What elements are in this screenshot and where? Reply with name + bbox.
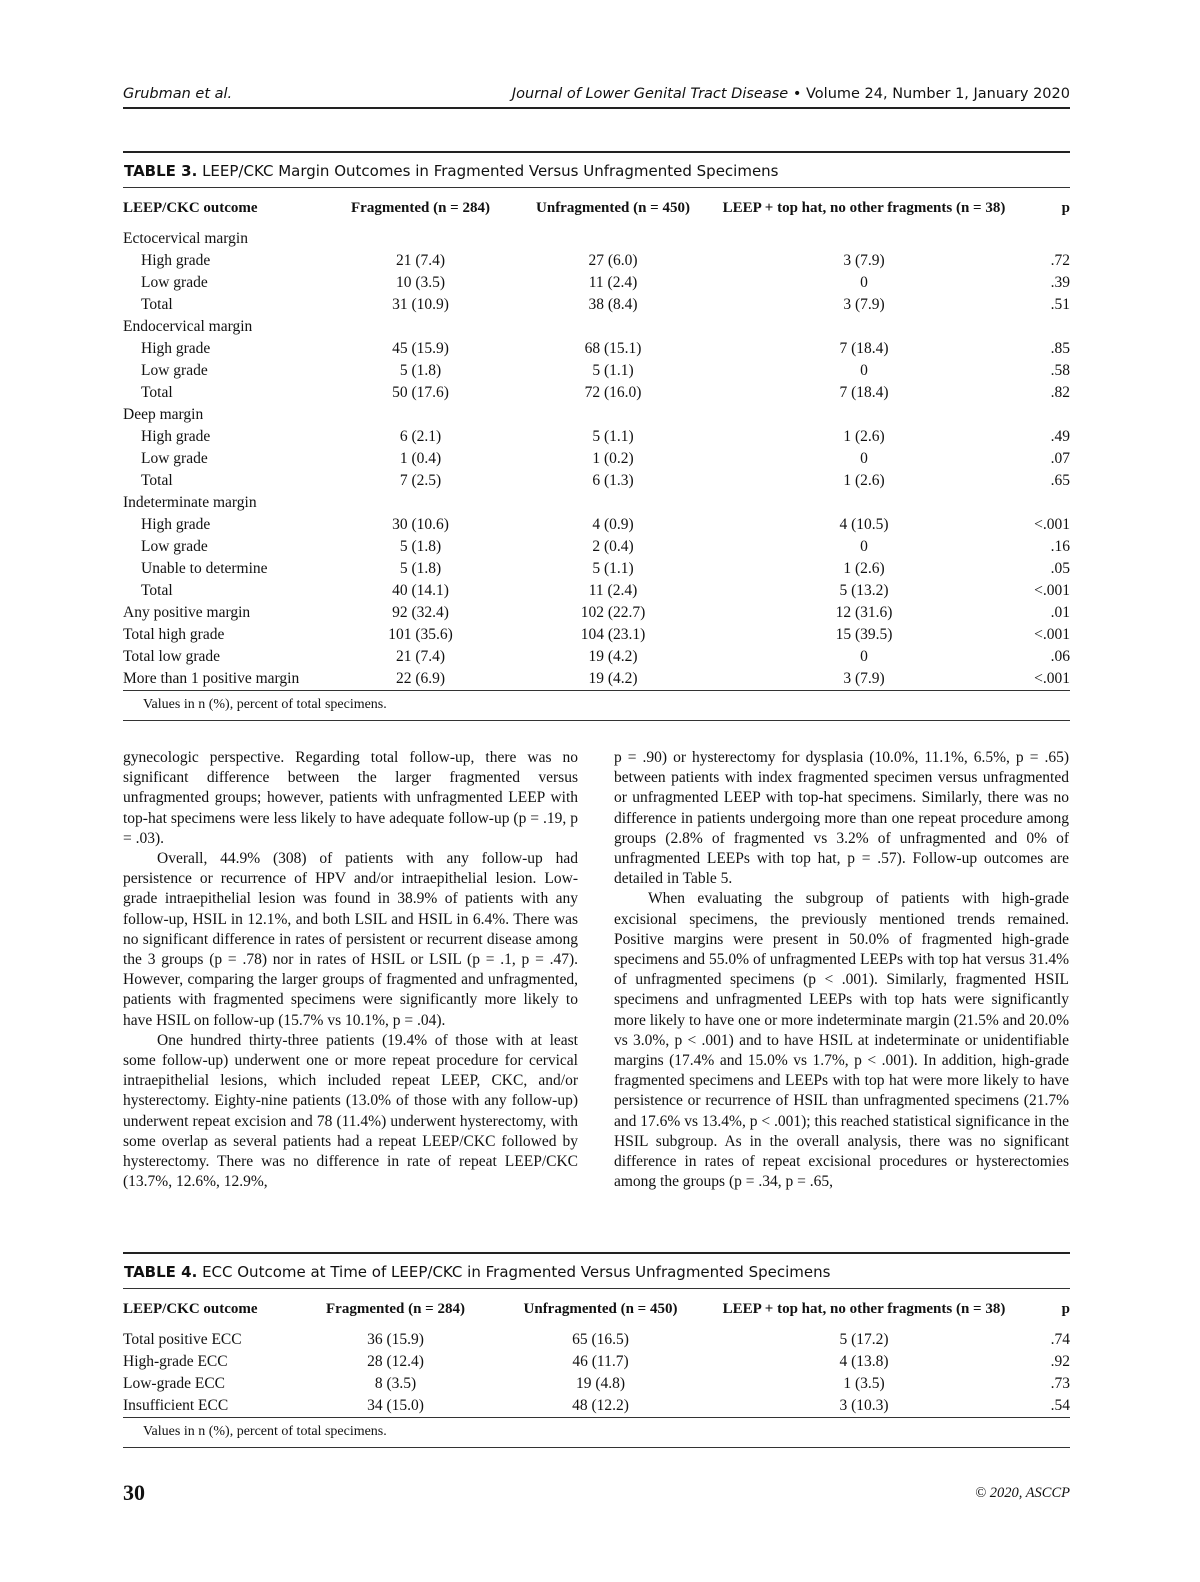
- table-cell: 102 (22.7): [580, 604, 646, 621]
- table-cell: <.001: [1034, 582, 1070, 599]
- table-row: [123, 382, 1070, 404]
- table-cell: 34 (15.0): [367, 1397, 424, 1414]
- table-cell: 7 (2.5): [399, 472, 442, 489]
- table-cell: 10 (3.5): [395, 274, 446, 291]
- table-row: [123, 558, 1070, 580]
- table-4-footnote-rule: [123, 1447, 1070, 1448]
- table-cell: .65: [1050, 472, 1070, 489]
- column-header: Unfragmented (n = 450): [523, 1300, 678, 1317]
- table-cell: 28 (12.4): [367, 1353, 424, 1370]
- table-cell: [1020, 228, 1070, 250]
- table-cell: 1 (0.2): [592, 450, 634, 467]
- table-row: [123, 470, 1070, 492]
- table-row: [123, 624, 1070, 646]
- row-label: Deep margin: [123, 406, 204, 423]
- row-label: Total: [141, 582, 173, 599]
- row-label: High grade: [141, 428, 211, 445]
- table-row: [123, 228, 1070, 250]
- copyright: © 2020, ASCCP: [975, 1485, 1070, 1501]
- table-cell: 5 (1.8): [399, 538, 442, 555]
- table-cell: .73: [1050, 1375, 1070, 1392]
- table-cell: .07: [1050, 450, 1070, 467]
- table-3: [123, 151, 1070, 721]
- table-row: [123, 360, 1070, 382]
- table-4-title: ECC Outcome at Time of LEEP/CKC in Fragmented Versus Unfragmented Specimens: [202, 1263, 831, 1281]
- table-4-label: TABLE 4.: [124, 1263, 198, 1281]
- row-label: Indeterminate margin: [123, 494, 257, 511]
- table-row: [123, 1373, 1070, 1395]
- table-cell: 3 (10.3): [839, 1397, 889, 1414]
- table-cell: .74: [1050, 1331, 1070, 1348]
- row-label: Total high grade: [123, 626, 225, 643]
- row-label: Total: [141, 384, 173, 401]
- row-label: Endocervical margin: [123, 318, 253, 335]
- table-cell: .72: [1050, 252, 1070, 269]
- table-cell: 1 (2.6): [843, 472, 885, 489]
- column-header: Unfragmented (n = 450): [536, 199, 690, 216]
- table-cell: 0: [860, 362, 868, 379]
- table-cell: [708, 492, 1020, 514]
- table-row: [123, 580, 1070, 602]
- table-3-title: LEEP/CKC Margin Outcomes in Fragmented Versus Unfragmented Specimens: [202, 162, 779, 180]
- table-cell: 11 (2.4): [588, 274, 638, 291]
- table-cell: 1 (2.6): [843, 560, 885, 577]
- table-3-header-row: [123, 188, 1070, 228]
- table-cell: 5 (1.8): [399, 362, 442, 379]
- table-cell: 5 (1.1): [592, 560, 634, 577]
- row-label: Total: [141, 296, 173, 313]
- table-cell: 5 (1.1): [592, 362, 634, 379]
- table-row: [123, 602, 1070, 624]
- row-label: More than 1 positive margin: [123, 670, 300, 687]
- table-cell: 11 (2.4): [588, 582, 638, 599]
- table-cell: .05: [1050, 560, 1070, 577]
- table-cell: 5 (1.8): [399, 560, 442, 577]
- table-cell: .01: [1050, 604, 1070, 621]
- row-label: Any positive margin: [123, 604, 251, 621]
- table-cell: 3 (7.9): [843, 296, 885, 313]
- row-label: Low grade: [141, 450, 208, 467]
- table-cell: [323, 316, 518, 338]
- paragraph: gynecologic perspective. Regarding total follow-up, there was no significant difference between the larger fragmented versus unfragmented groups; however, patients with unfragmented LEEP with top-hat specimens were less likely to have adequate follow-up (p = .19, p = .03).: [123, 749, 578, 847]
- table-cell: 21 (7.4): [395, 648, 446, 665]
- table-cell: 30 (10.6): [392, 516, 449, 533]
- table-cell: 46 (11.7): [572, 1353, 629, 1370]
- table-cell: 50 (17.6): [392, 384, 449, 401]
- table-cell: 38 (8.4): [588, 296, 638, 313]
- table-row: [123, 1351, 1070, 1373]
- table-cell: 21 (7.4): [395, 252, 446, 269]
- table-cell: 4 (0.9): [592, 516, 634, 533]
- column-header: Fragmented (n = 284): [351, 199, 490, 216]
- row-label: Unable to determine: [141, 560, 268, 577]
- column-header: LEEP/CKC outcome: [123, 199, 258, 216]
- table-row: [123, 1329, 1070, 1351]
- table-cell: 36 (15.9): [367, 1331, 424, 1348]
- row-label: Low grade: [141, 538, 208, 555]
- table-row: [123, 1395, 1070, 1417]
- paragraph: Overall, 44.9% (308) of patients with any follow-up had persistence or recurrence of HPV and/or intraepithelial lesion. Low-grade intraepithelial lesion was found in 38.9% of patients with any follow-up, HSIL in 12.1%, and both LSIL and HSIL in 6.4%. There was no significant difference in rates of persistent or recurrent disease among the 3 groups (p = .78) nor in rates of HSIL or LSIL (p = .1, p = .47). However, comparing the larger groups of fragmented and unfragmented, patients with fragmented specimens were significantly more likely to have HSIL on follow-up (15.7% vs 10.1%, p = .04).: [123, 850, 578, 1029]
- table-cell: 31 (10.9): [392, 296, 449, 313]
- row-label: High grade: [141, 516, 211, 533]
- row-label: Low-grade ECC: [123, 1375, 226, 1392]
- body-column-right: [614, 748, 1069, 1192]
- table-cell: .16: [1050, 538, 1070, 555]
- journal-name: Journal of Lower Genital Tract Disease: [511, 86, 789, 102]
- table-cell: 72 (16.0): [584, 384, 642, 401]
- paragraph: When evaluating the subgroup of patients with high-grade excisional specimens, the previously mentioned trends remained. Positive margins were present in 50.0% of fragmented high-grade specimens and 55.0% of unfragmented LEEPs with top hat versus 31.4% of unfragmented specimens (p < .001). Similarly, fragmented HSIL specimens and unfragmented LEEPs with top hats were significantly more likely to have one or more indeterminate margin (21.5% and 20.0% vs 3.0%, p < .001) and to have HSIL at indeterminate or unidentifiable margins (17.4% and 15.0% vs 1.7%, p < .001). In addition, high-grade fragmented specimens and LEEPs with top hat were more likely to have persistence or recurrence of HSIL than unfragmented specimens (21.7% and 17.6% vs 13.4%, p < .001); this reached statistical significance in the HSIL subgroup. As in the overall analysis, there was no significant difference in rates of repeat excisional procedures or hysterectomies among the groups (p = .34, p = .65,: [614, 890, 1069, 1191]
- table-row: [123, 272, 1070, 294]
- table-row: [123, 426, 1070, 448]
- table-row: [123, 514, 1070, 536]
- table-4-grid: [123, 1289, 1070, 1417]
- table-cell: 45 (15.9): [392, 340, 449, 357]
- table-cell: 8 (3.5): [374, 1375, 417, 1392]
- table-cell: 6 (1.3): [592, 472, 634, 489]
- table-cell: 4 (10.5): [839, 516, 889, 533]
- row-label: Ectocervical margin: [123, 230, 248, 247]
- table-row: [123, 646, 1070, 668]
- column-header: Fragmented (n = 284): [326, 1300, 465, 1317]
- table-cell: .54: [1050, 1397, 1070, 1414]
- table-cell: 0: [860, 450, 868, 467]
- body-column-left: [123, 748, 578, 1192]
- row-label: Low grade: [141, 274, 208, 291]
- table-row: [123, 448, 1070, 470]
- table-cell: 1 (3.5): [843, 1375, 885, 1392]
- column-header: p: [1061, 1300, 1070, 1317]
- table-cell: [708, 228, 1020, 250]
- row-label: Total positive ECC: [123, 1331, 242, 1348]
- table-row: [123, 492, 1070, 514]
- table-4-body: [123, 1329, 1070, 1417]
- table-cell: 0: [860, 648, 868, 665]
- table-cell: 104 (23.1): [580, 626, 646, 643]
- table-cell: 19 (4.2): [588, 648, 638, 665]
- table-cell: [518, 404, 708, 426]
- issue-info: Volume 24, Number 1, January 2020: [806, 86, 1070, 102]
- table-4-header-row: [123, 1289, 1070, 1329]
- table-cell: 5 (17.2): [839, 1331, 889, 1348]
- column-header: LEEP/CKC outcome: [123, 1300, 258, 1317]
- table-cell: [518, 492, 708, 514]
- table-row: [123, 668, 1070, 690]
- table-cell: 2 (0.4): [592, 538, 634, 555]
- table-4-caption: [123, 1254, 1070, 1288]
- row-label: High grade: [141, 252, 211, 269]
- author-running-head: Grubman et al.: [123, 86, 233, 102]
- table-cell: 48 (12.2): [572, 1397, 629, 1414]
- table-cell: .39: [1050, 274, 1070, 291]
- table-3-footnote: Values in n (%), percent of total specimens.: [143, 697, 387, 712]
- table-cell: <.001: [1034, 670, 1070, 687]
- header-rule: [123, 107, 1070, 109]
- table-3-grid: [123, 188, 1070, 690]
- table-3-footnote-rule: [123, 720, 1070, 721]
- table-cell: 27 (6.0): [588, 252, 638, 269]
- table-cell: 7 (18.4): [839, 340, 889, 357]
- table-cell: <.001: [1034, 626, 1070, 643]
- table-cell: 6 (2.1): [399, 428, 442, 445]
- table-cell: 65 (16.5): [572, 1331, 629, 1348]
- table-cell: 0: [860, 538, 868, 555]
- table-cell: .06: [1050, 648, 1070, 665]
- running-head: [123, 86, 1070, 108]
- table-cell: 3 (7.9): [843, 670, 885, 687]
- bullet-separator: •: [792, 86, 802, 102]
- table-row: [123, 316, 1070, 338]
- row-label: High grade: [141, 340, 211, 357]
- table-cell: .51: [1050, 296, 1070, 313]
- table-cell: 7 (18.4): [839, 384, 889, 401]
- table-cell: 101 (35.6): [388, 626, 453, 643]
- table-cell: 4 (13.8): [839, 1353, 889, 1370]
- table-cell: [518, 316, 708, 338]
- table-cell: 40 (14.1): [392, 582, 449, 599]
- table-row: [123, 338, 1070, 360]
- table-cell: 19 (4.8): [575, 1375, 626, 1392]
- row-label: Total: [141, 472, 173, 489]
- table-cell: [518, 228, 708, 250]
- page-number: 30: [123, 1480, 145, 1505]
- column-header: LEEP + top hat, no other fragments (n = 38): [722, 199, 1006, 216]
- row-label: Total low grade: [123, 648, 221, 665]
- column-header: p: [1061, 199, 1070, 216]
- table-cell: .58: [1050, 362, 1070, 379]
- page-footer: [123, 1480, 1070, 1510]
- table-4: [123, 1252, 1070, 1448]
- table-cell: .49: [1050, 428, 1070, 445]
- table-cell: [323, 404, 518, 426]
- table-cell: [708, 316, 1020, 338]
- table-cell: 22 (6.9): [395, 670, 446, 687]
- table-cell: [1020, 316, 1070, 338]
- row-label: Low grade: [141, 362, 208, 379]
- table-3-label: TABLE 3.: [124, 162, 198, 180]
- table-cell: 15 (39.5): [835, 626, 893, 643]
- table-cell: .92: [1050, 1353, 1070, 1370]
- paragraph: One hundred thirty-three patients (19.4% of those with at least some follow-up) underwent one or more repeat procedure for cervical intraepithelial lesions, which included repeat LEEP, CKC, and/or hysterectomy. Eighty-nine patients (13.0% of those with any follow-up) underwent repeat excision and 78 (11.4%) underwent hysterectomy, with some overlap as several patients had a repeat LEEP/CKC followed by hysterectomy. There was no difference in rate of repeat LEEP/CKC (13.7%, 12.6%, 12.9%,: [123, 1031, 578, 1191]
- table-row: [123, 404, 1070, 426]
- table-cell: 5 (13.2): [839, 582, 889, 599]
- table-row: [123, 250, 1070, 272]
- table-cell: 68 (15.1): [584, 340, 642, 357]
- table-3-body: [123, 228, 1070, 690]
- table-row: [123, 294, 1070, 316]
- paragraph: p = .90) or hysterectomy for dysplasia (10.0%, 11.1%, 6.5%, p = .65) between patients with index fragmented specimen versus unfragmented or unfragmented LEEP with top-hat specimens. Similarly, there was no difference in patients undergoing more than one repeat procedure among groups (2.8% of fragmented vs 3.2% of unfragmented and 0% of unfragmented LEEPs with top hat, p = .57). Follow-up outcomes are detailed in Table 5.: [614, 749, 1069, 888]
- journal-running-head: [512, 86, 1070, 102]
- column-header: LEEP + top hat, no other fragments (n = 38): [722, 1300, 1006, 1317]
- table-cell: <.001: [1034, 516, 1070, 533]
- table-cell: .82: [1050, 384, 1070, 401]
- table-cell: .85: [1050, 340, 1070, 357]
- row-label: High-grade ECC: [123, 1353, 228, 1370]
- table-cell: 0: [860, 274, 868, 291]
- table-cell: [1020, 492, 1070, 514]
- table-cell: 12 (31.6): [835, 604, 893, 621]
- table-cell: [708, 404, 1020, 426]
- table-cell: 1 (2.6): [843, 428, 885, 445]
- table-row: [123, 536, 1070, 558]
- table-cell: [323, 492, 518, 514]
- table-4-footnote: Values in n (%), percent of total specimens.: [143, 1424, 387, 1439]
- table-cell: 92 (32.4): [392, 604, 449, 621]
- table-cell: 3 (7.9): [843, 252, 885, 269]
- table-3-caption: [123, 153, 1070, 187]
- table-cell: [323, 228, 518, 250]
- row-label: Insufficient ECC: [123, 1397, 229, 1414]
- table-cell: 19 (4.2): [588, 670, 638, 687]
- table-cell: 1 (0.4): [399, 450, 442, 467]
- table-cell: 5 (1.1): [592, 428, 634, 445]
- table-cell: [1020, 404, 1070, 426]
